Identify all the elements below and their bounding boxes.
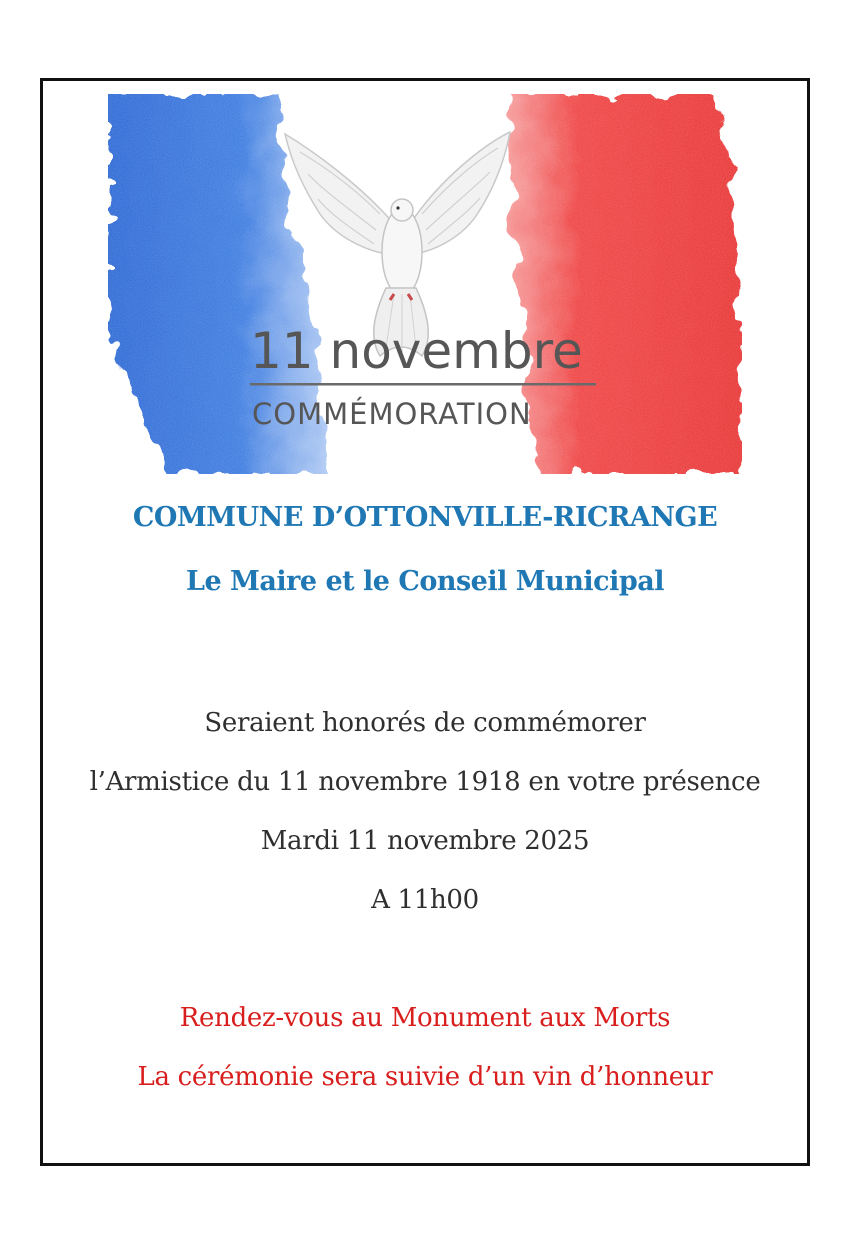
commune-name: COMMUNE D’OTTONVILLE-RICRANGE bbox=[132, 502, 718, 533]
banner-subtitle: COMMÉMORATION bbox=[252, 397, 532, 431]
commemoration-banner bbox=[108, 94, 742, 474]
event-date: Mardi 11 novembre 2025 bbox=[260, 826, 590, 856]
banner-title: 11 novembre bbox=[250, 322, 583, 380]
council-title: Le Maire et le Conseil Municipal bbox=[185, 566, 665, 597]
invitation-line-1: Seraient honorés de commémorer bbox=[204, 708, 646, 738]
event-time: A 11h00 bbox=[371, 885, 479, 915]
reception-note: La cérémonie sera suivie d’un vin d’honneur bbox=[137, 1062, 713, 1092]
banner-divider bbox=[250, 383, 596, 386]
meeting-place: Rendez-vous au Monument aux Morts bbox=[179, 1003, 671, 1033]
invitation-line-2: l’Armistice du 11 novembre 1918 en votre présence bbox=[89, 767, 761, 797]
